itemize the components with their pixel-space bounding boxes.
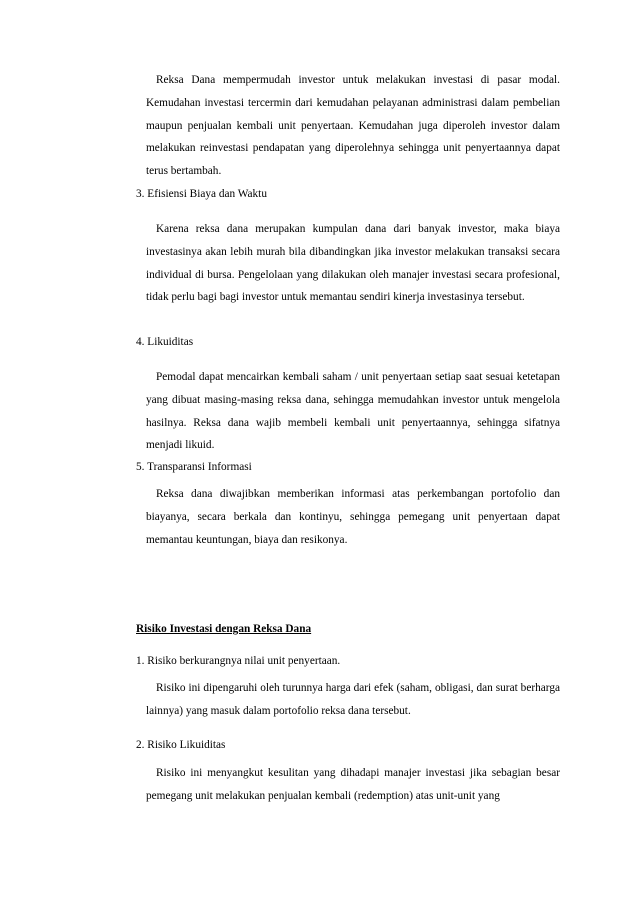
paragraph-transparansi: Reksa dana diwajibkan memberikan informasi atas perkembangan portofolio dan biayanya, secara berkala dan kontinyu, sehingga pemegang unit penyertaan dapat memantau keuntungan, biaya dan resikonya. bbox=[146, 488, 560, 546]
list-item-efisiensi: 3. Efisiensi Biaya dan Waktu bbox=[136, 188, 267, 200]
list-item-likuiditas: 4. Likuiditas bbox=[136, 336, 194, 348]
list-item-risiko-likuiditas: 2. Risiko Likuiditas bbox=[136, 739, 226, 751]
paragraph-efisiensi: Karena reksa dana merupakan kumpulan dana dari banyak investor, maka biaya investasinya akan lebih murah bila dibandingkan jika investor melakukan transaksi secara individual di bursa. Pengelolaan yang dilakukan oleh manajer investasi secara profesional, tidak perlu bagi bagi investor untuk memantau sendiri kinerja investasinya tersebut. bbox=[146, 223, 560, 304]
paragraph-likuiditas: Pemodal dapat mencairkan kembali saham / unit penyertaan setiap saat sesuai ketetapan yang dibuat masing-masing reksa dana, sehingga memudahkan investor untuk mengelola hasilnya. Reksa dana wajib membeli kembali unit penyertaannya, sehingga sifatnya menjadi likuid. bbox=[146, 371, 560, 452]
paragraph-risiko-nilai: Risiko ini dipengaruhi oleh turunnya harga dari efek (saham, obligasi, dan surat berharga lainnya) yang masuk dalam portofolio reksa dana tersebut. bbox=[146, 682, 560, 717]
paragraph-risiko-likuiditas: Risiko ini menyangkut kesulitan yang dihadapi manajer investasi jika sebagian besar pemegang unit melakukan penjualan kembali (redemption) atas unit-unit yang bbox=[146, 767, 560, 802]
list-item-risiko-nilai: 1. Risiko berkurangnya nilai unit penyertaan. bbox=[136, 655, 341, 667]
section-heading-risiko: Risiko Investasi dengan Reksa Dana bbox=[136, 623, 312, 635]
list-item-transparansi: 5. Transparansi Informasi bbox=[136, 461, 252, 473]
paragraph-kemudahan: Reksa Dana mempermudah investor untuk melakukan investasi di pasar modal. Kemudahan investasi tercermin dari kemudahan pelayanan administrasi dalam pembelian maupun penjualan kembali unit penyertaan. Kemudahan juga diperoleh investor dalam melakukan reinvestasi pendapatan yang diperolehnya sehingga unit penyertaannya dapat terus bertambah. bbox=[146, 74, 560, 178]
